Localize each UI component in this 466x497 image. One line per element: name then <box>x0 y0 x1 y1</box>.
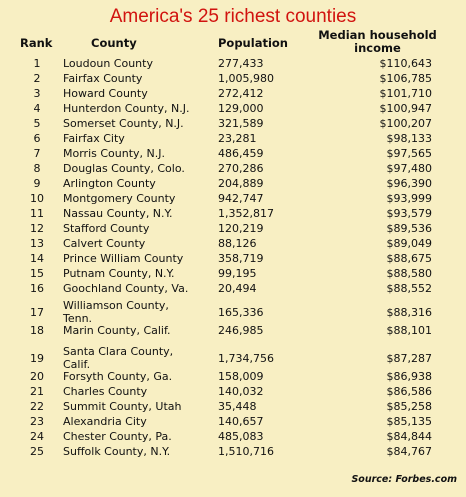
rank-cell: 1 <box>33 57 41 70</box>
rank-cell: 18 <box>30 324 44 337</box>
rank-cell: 23 <box>30 415 44 428</box>
rank-cell: 5 <box>33 117 41 130</box>
income-cell: $85,135 <box>386 415 432 428</box>
county-cell: Fairfax City <box>63 132 125 145</box>
county-cell: Loudoun County <box>63 57 153 70</box>
population-cell: 35,448 <box>218 400 257 413</box>
population-cell: 1,005,980 <box>218 72 274 85</box>
county-cell: Arlington County <box>63 177 156 190</box>
population-cell: 120,219 <box>218 222 264 235</box>
income-cell: $97,480 <box>386 162 432 175</box>
population-cell: 20,494 <box>218 282 257 295</box>
rank-cell: 25 <box>30 445 44 458</box>
county-cell: Nassau County, N.Y. <box>63 207 173 220</box>
income-cell: $110,643 <box>379 57 432 70</box>
income-cell: $84,844 <box>386 430 432 443</box>
page-title: America's 25 richest counties <box>109 6 357 27</box>
income-cell: $86,938 <box>386 370 432 383</box>
county-cell: Chester County, Pa. <box>63 430 172 443</box>
income-cell: $97,565 <box>386 147 432 160</box>
rank-cell: 19 <box>30 352 44 365</box>
population-cell: 1,510,716 <box>218 445 274 458</box>
rank-cell: 4 <box>33 102 41 115</box>
rank-cell: 6 <box>33 132 41 145</box>
income-cell: $100,947 <box>379 102 432 115</box>
rank-cell: 14 <box>30 252 44 265</box>
income-cell: $89,536 <box>386 222 432 235</box>
income-cell: $98,133 <box>386 132 432 145</box>
rank-cell: 10 <box>30 192 44 205</box>
county-cell: Somerset County, N.J. <box>63 117 184 130</box>
rank-cell: 13 <box>30 237 44 250</box>
population-cell: 321,589 <box>218 117 264 130</box>
population-cell: 486,459 <box>218 147 264 160</box>
header-population: Population <box>218 36 288 50</box>
source-note: Source: Forbes.com <box>351 474 457 485</box>
county-cell: Montgomery County <box>63 192 176 205</box>
county-cell: Goochland County, Va. <box>63 282 189 295</box>
income-cell: $100,207 <box>379 117 432 130</box>
population-cell: 1,352,817 <box>218 207 274 220</box>
population-cell: 270,286 <box>218 162 264 175</box>
rank-cell: 2 <box>33 72 41 85</box>
income-cell: $101,710 <box>379 87 432 100</box>
population-cell: 165,336 <box>218 306 264 319</box>
rank-cell: 16 <box>30 282 44 295</box>
rank-cell: 8 <box>33 162 41 175</box>
population-cell: 358,719 <box>218 252 264 265</box>
population-cell: 140,032 <box>218 385 264 398</box>
income-cell: $93,999 <box>386 192 432 205</box>
population-cell: 485,083 <box>218 430 264 443</box>
county-cell: Santa Clara County, Calif. <box>63 345 174 371</box>
income-cell: $89,049 <box>386 237 432 250</box>
county-cell: Alexandria City <box>63 415 147 428</box>
county-cell: Fairfax County <box>63 72 143 85</box>
county-cell: Prince William County <box>63 252 184 265</box>
county-cell: Summit County, Utah <box>63 400 182 413</box>
county-cell: Marin County, Calif. <box>63 324 171 337</box>
income-cell: $88,552 <box>386 282 432 295</box>
rank-cell: 7 <box>33 147 41 160</box>
county-cell: Stafford County <box>63 222 150 235</box>
rank-cell: 9 <box>33 177 41 190</box>
county-cell: Howard County <box>63 87 148 100</box>
county-cell: Douglas County, Colo. <box>63 162 185 175</box>
income-cell: $93,579 <box>386 207 432 220</box>
population-cell: 158,009 <box>218 370 264 383</box>
county-cell: Williamson County, Tenn. <box>63 299 169 325</box>
county-cell: Forsyth County, Ga. <box>63 370 173 383</box>
population-cell: 204,889 <box>218 177 264 190</box>
rank-cell: 20 <box>30 370 44 383</box>
population-cell: 129,000 <box>218 102 264 115</box>
income-cell: $88,675 <box>386 252 432 265</box>
header-county: County <box>91 36 137 50</box>
population-cell: 942,747 <box>218 192 264 205</box>
county-cell: Calvert County <box>63 237 146 250</box>
income-cell: $87,287 <box>386 352 432 365</box>
population-cell: 277,433 <box>218 57 264 70</box>
population-cell: 1,734,756 <box>218 352 274 365</box>
county-cell: Morris County, N.J. <box>63 147 165 160</box>
rank-cell: 12 <box>30 222 44 235</box>
header-rank: Rank <box>20 36 53 50</box>
income-cell: $86,586 <box>386 385 432 398</box>
population-cell: 140,657 <box>218 415 264 428</box>
population-cell: 23,281 <box>218 132 257 145</box>
income-cell: $85,258 <box>386 400 432 413</box>
rank-cell: 22 <box>30 400 44 413</box>
rank-cell: 24 <box>30 430 44 443</box>
county-cell: Hunterdon County, N.J. <box>63 102 190 115</box>
population-cell: 99,195 <box>218 267 257 280</box>
county-cell: Putnam County, N.Y. <box>63 267 175 280</box>
population-cell: 246,985 <box>218 324 264 337</box>
income-cell: $96,390 <box>386 177 432 190</box>
rank-cell: 21 <box>30 385 44 398</box>
income-cell: $88,316 <box>386 306 432 319</box>
income-cell: $88,101 <box>386 324 432 337</box>
income-cell: $106,785 <box>379 72 432 85</box>
population-cell: 88,126 <box>218 237 257 250</box>
rank-cell: 17 <box>30 306 44 319</box>
rank-cell: 15 <box>30 267 44 280</box>
population-cell: 272,412 <box>218 87 264 100</box>
county-cell: Suffolk County, N.Y. <box>63 445 171 458</box>
income-cell: $84,767 <box>386 445 432 458</box>
rank-cell: 3 <box>33 87 41 100</box>
income-cell: $88,580 <box>386 267 432 280</box>
county-cell: Charles County <box>63 385 148 398</box>
header-income: Median household income <box>318 28 437 55</box>
rank-cell: 11 <box>30 207 44 220</box>
